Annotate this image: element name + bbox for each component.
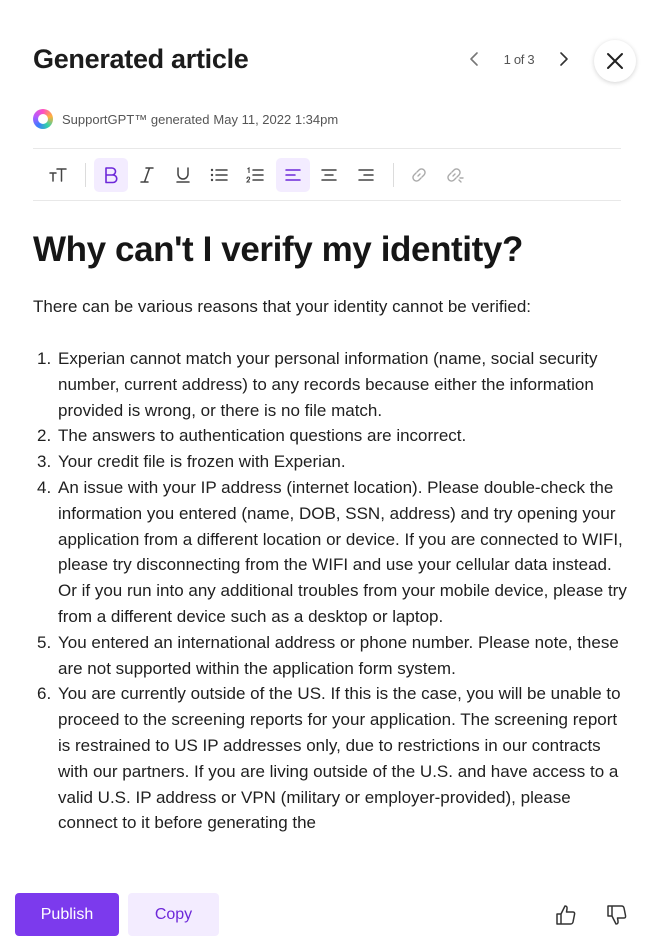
- unlink-icon: [445, 166, 465, 184]
- chevron-right-icon: [558, 51, 570, 67]
- list-item: [33, 630, 628, 682]
- align-right-button[interactable]: [349, 158, 383, 192]
- list-item: [33, 681, 628, 836]
- list-item: [33, 346, 628, 423]
- article-editor[interactable]: [33, 228, 628, 864]
- numbered-list-button[interactable]: [238, 158, 272, 192]
- pager-count: 1 of 3: [503, 51, 535, 67]
- list-item-number: 5.: [37, 632, 52, 652]
- underline-icon: [175, 166, 191, 184]
- list-item-number: 4.: [37, 477, 52, 497]
- align-center-icon: [320, 167, 338, 183]
- pager: [463, 48, 575, 70]
- thumbs-up-icon: [554, 903, 578, 927]
- chevron-left-icon: [468, 51, 480, 67]
- copy-button[interactable]: Copy: [128, 893, 219, 936]
- footer-actions: [0, 888, 657, 946]
- underline-button[interactable]: [166, 158, 200, 192]
- link-icon: [410, 166, 428, 184]
- italic-button[interactable]: [130, 158, 164, 192]
- bold-icon: [103, 166, 119, 184]
- header: [33, 40, 621, 84]
- unlink-button[interactable]: [438, 158, 472, 192]
- formatting-toolbar: [33, 148, 621, 201]
- list-item-number: 3.: [37, 452, 52, 472]
- list-item-number: 6.: [37, 684, 52, 704]
- numbered-list-icon: [246, 167, 264, 183]
- close-icon: [606, 52, 624, 70]
- bullet-list-button[interactable]: [202, 158, 236, 192]
- list-item-text: Your credit file is frozen with Experian.: [58, 452, 346, 472]
- thumbs-down-icon: [605, 903, 629, 927]
- list-item-text: An issue with your IP address (internet location). Please double-check the information you entered (name, DOB, SSN, address) and try opening your application from a different location or device. If you are connected to WIFI, please try disconnecting from the WIFI and use your cellular data instead. Or if you run into any additional troubles from your mobile device, please try from a different device such as a desktop or laptop.: [58, 477, 627, 626]
- article-intro: There can be various reasons that your identity cannot be verified:: [33, 297, 532, 316]
- align-left-button[interactable]: [276, 158, 310, 192]
- list-item-text: You entered an international address or phone number. Please note, these are not supported within the application form system.: [58, 632, 619, 678]
- list-item-text: You are currently outside of the US. If this is the case, you will be unable to proceed to the screening reports for your application. The screening report is restrained to US IP addresses only, due to restrictions in our contracts with our partners. If you are living outside of the U.S. and have access to a valid U.S. IP address or VPN (military or employer-provided), please connect to it before generating the: [58, 684, 621, 833]
- list-item-number: 2.: [37, 426, 52, 446]
- reasons-list: [33, 346, 628, 836]
- list-item-text: The answers to authentication questions are incorrect.: [58, 426, 467, 446]
- bold-button[interactable]: [94, 158, 128, 192]
- list-item: [33, 475, 628, 630]
- italic-icon: [139, 166, 155, 184]
- generated-date: May 11, 2022 1:34pm: [213, 111, 339, 127]
- generated-by: SupportGPT™ generated: [62, 111, 210, 127]
- link-button[interactable]: [402, 158, 436, 192]
- list-item: [33, 423, 628, 449]
- bullet-list-icon: [210, 167, 228, 183]
- generation-meta: [33, 109, 338, 129]
- list-item-number: 1.: [37, 349, 52, 368]
- supportgpt-logo-icon: [33, 109, 53, 129]
- align-center-button[interactable]: [312, 158, 346, 192]
- align-left-icon: [284, 167, 302, 183]
- list-item: [33, 449, 628, 475]
- close-button[interactable]: [594, 40, 636, 82]
- thumbs-down-button[interactable]: [604, 902, 630, 928]
- next-page-button[interactable]: [553, 48, 575, 70]
- article-heading: Why can't I verify my identity?: [33, 230, 523, 269]
- page-title: Generated article: [33, 44, 249, 74]
- prev-page-button[interactable]: [463, 48, 485, 70]
- text-size-icon: [48, 166, 68, 184]
- list-item-text: Experian cannot match your personal information (name, social security number, current address) to any records because either the information provided is wrong, or there is no file match.: [58, 349, 598, 420]
- text-size-button[interactable]: [41, 158, 75, 192]
- publish-button[interactable]: Publish: [15, 893, 119, 936]
- toolbar-divider: [85, 163, 86, 187]
- thumbs-up-button[interactable]: [553, 902, 579, 928]
- align-right-icon: [357, 167, 375, 183]
- toolbar-divider: [393, 163, 394, 187]
